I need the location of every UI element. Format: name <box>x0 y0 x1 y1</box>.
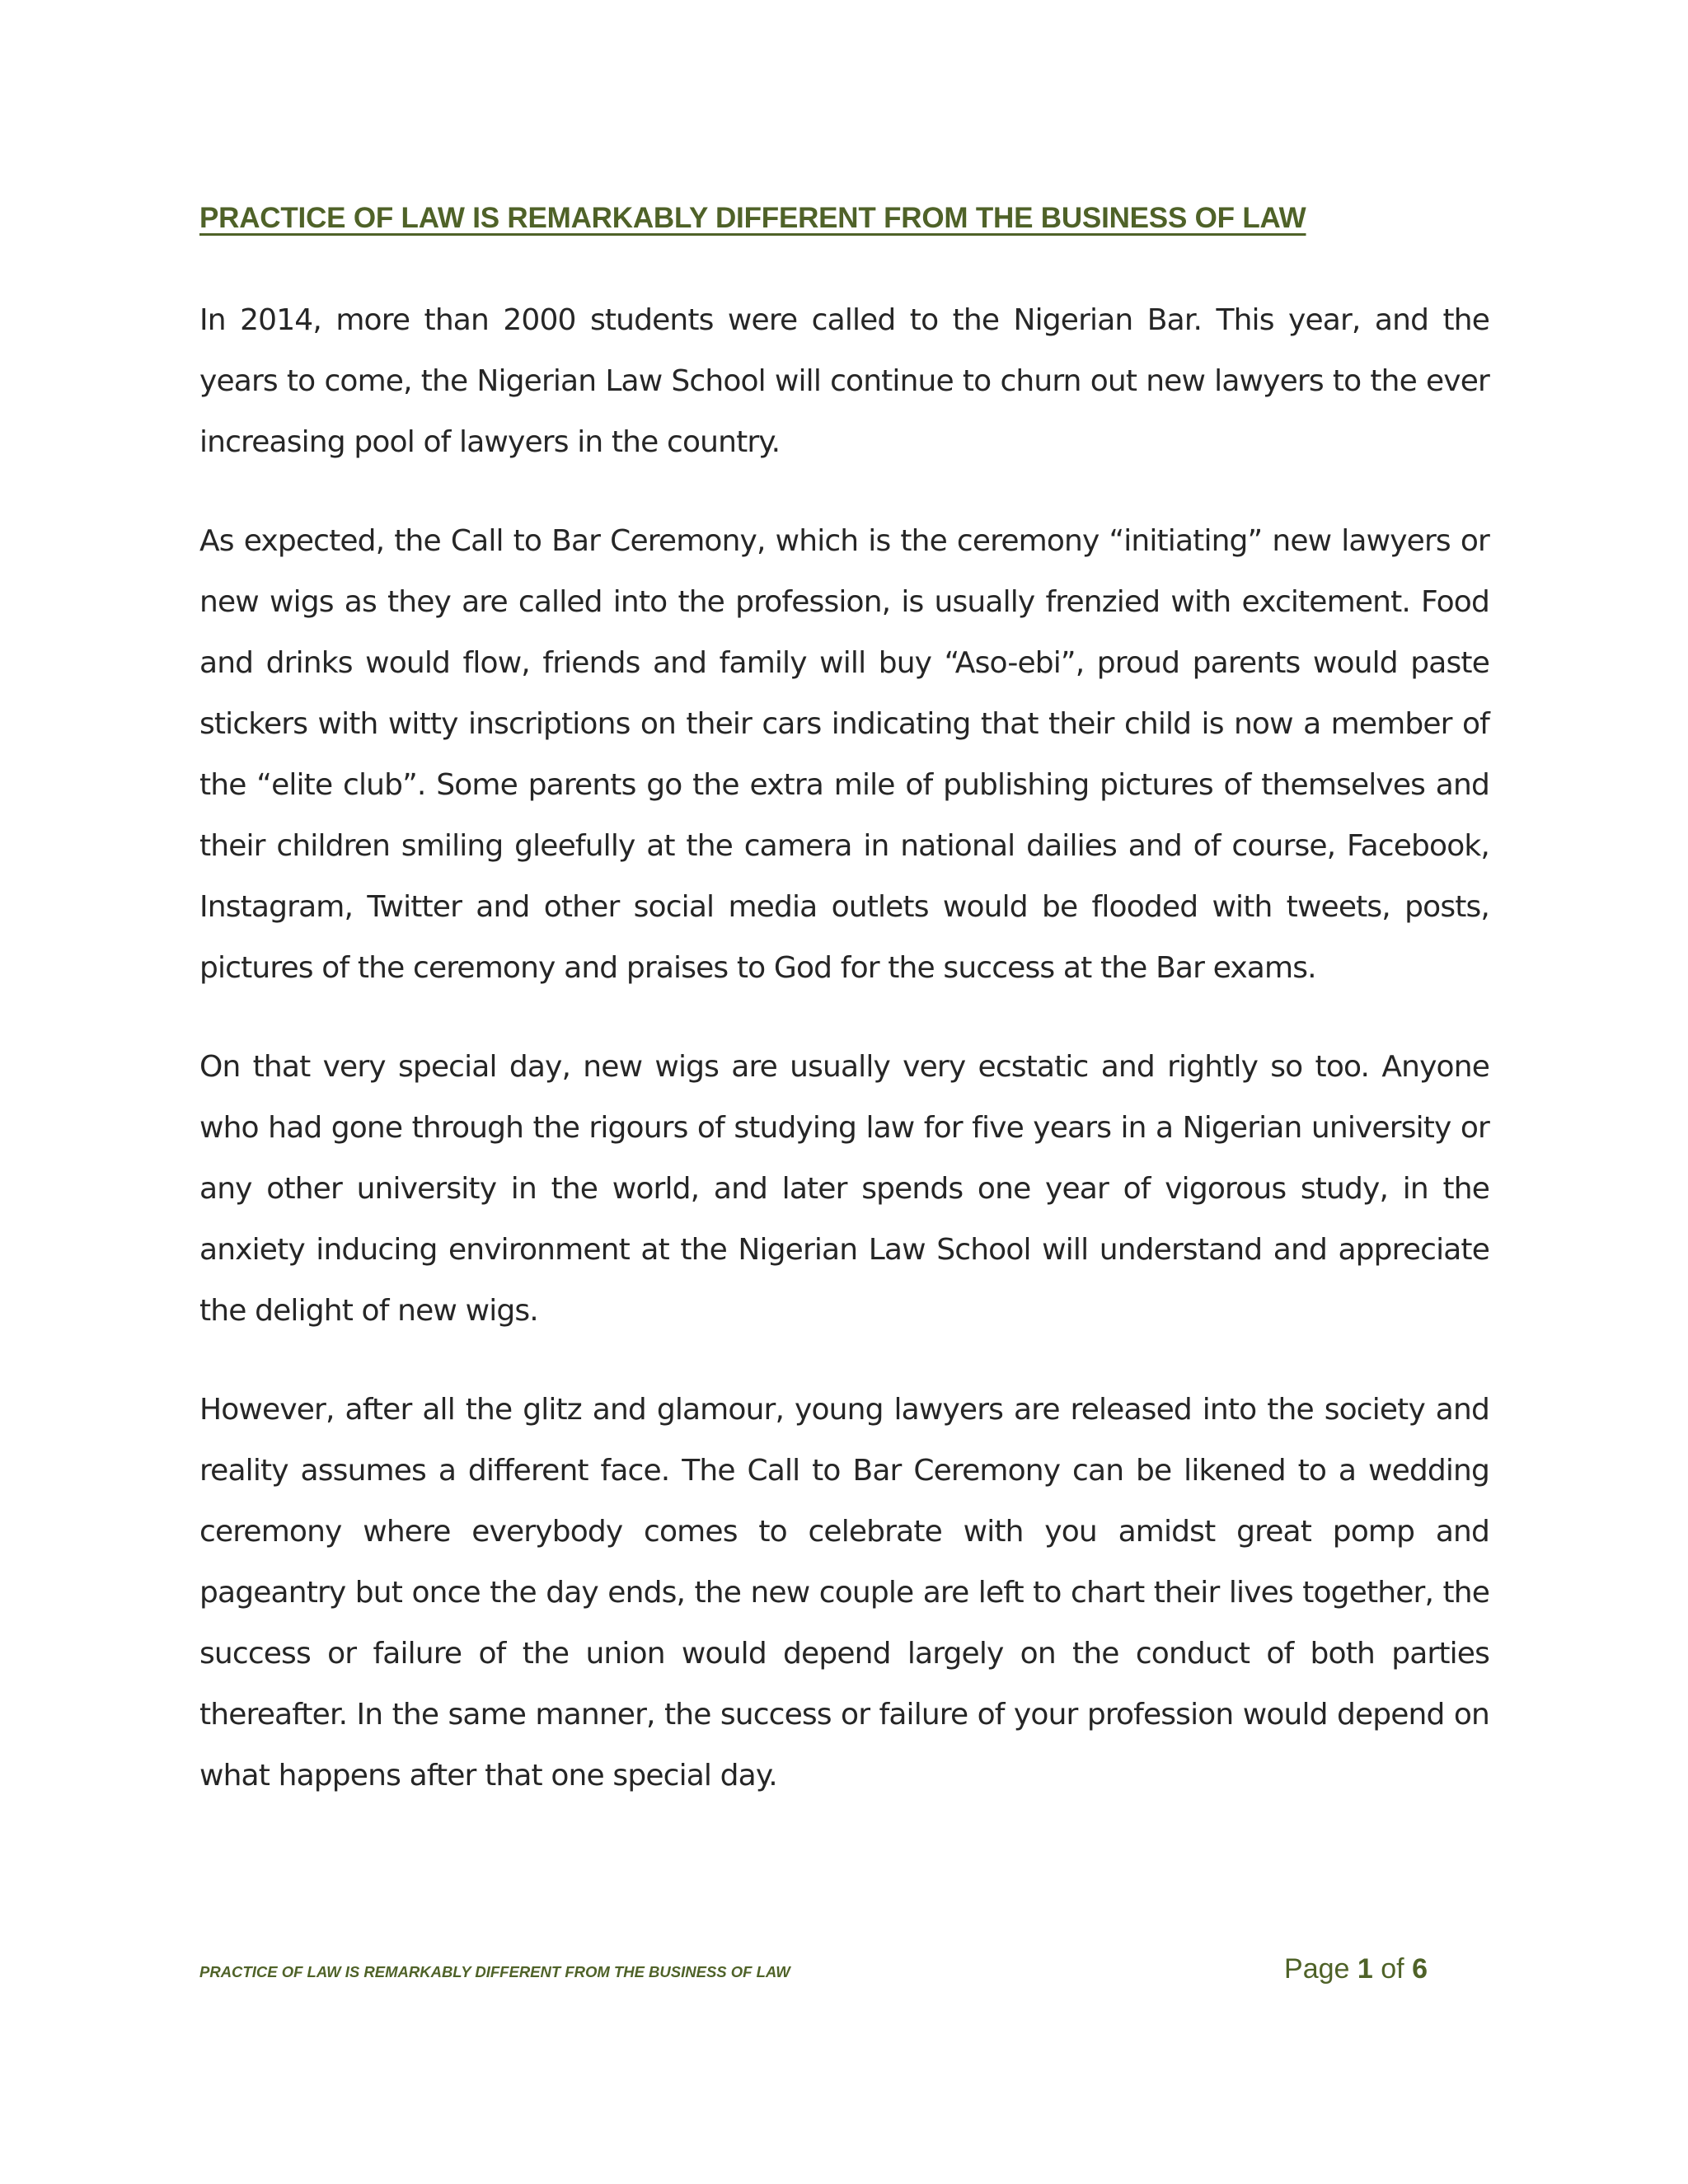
paragraph-2: As expected, the Call to Bar Ceremony, which is the ceremony “initiating” new lawyers or new wigs as they are called into the profession, is usually frenzied with excitement. Food and drinks would flow, friends and family will buy “Aso-ebi”, proud parents would paste stickers with witty inscriptions on their cars indicating that their child is now a member of the “elite club”. Some parents go the extra mile of publishing pictures of themselves and their children smiling gleefully at the camera in national dailies and of course, Facebook, Instagram, Twitter and other social media outlets would be flooded with tweets, posts, pictures of the ceremony and praises to God for the success at the Bar exams. <box>199 524 1489 985</box>
page-number <box>1284 1953 1428 1985</box>
footer-title: PRACTICE OF LAW IS REMARKABLY DIFFERENT FROM THE BUSINESS OF LAW <box>199 1963 790 1980</box>
page-separator: of <box>1381 1953 1404 1985</box>
document-body <box>199 290 1489 1844</box>
paragraph-4: However, after all the glitz and glamour, young lawyers are released into the society and reality assumes a different face. The Call to Bar Ceremony can be likened to a wedding ceremony where everybody comes to celebrate with you amidst great pomp and pageantry but once the day ends, the new couple are left to chart their lives together, the success or failure of the union would depend largely on the conduct of both parties thereafter. In the same manner, the success or failure of your profession would depend on what happens after that one special day. <box>199 1393 1489 1793</box>
page-current: 1 <box>1357 1953 1373 1985</box>
document-title: PRACTICE OF LAW IS REMARKABLY DIFFERENT FROM THE BUSINESS OF LAW <box>199 202 1306 234</box>
page-total: 6 <box>1412 1953 1428 1985</box>
paragraph-1: In 2014, more than 2000 students were called to the Nigerian Bar. This year, and the years to come, the Nigerian Law School will continue to churn out new lawyers to the ever increasing pool of lawyers in the country. <box>199 303 1489 459</box>
paragraph-3: On that very special day, new wigs are usually very ecstatic and rightly so too. Anyone who had gone through the rigours of studying law for five years in a Nigerian university or any other university in the world, and later spends one year of vigorous study, in the anxiety inducing environment at the Nigerian Law School will understand and appreciate the delight of new wigs. <box>199 1050 1489 1328</box>
page-prefix: Page <box>1284 1953 1350 1985</box>
page-footer <box>199 1953 1428 1994</box>
